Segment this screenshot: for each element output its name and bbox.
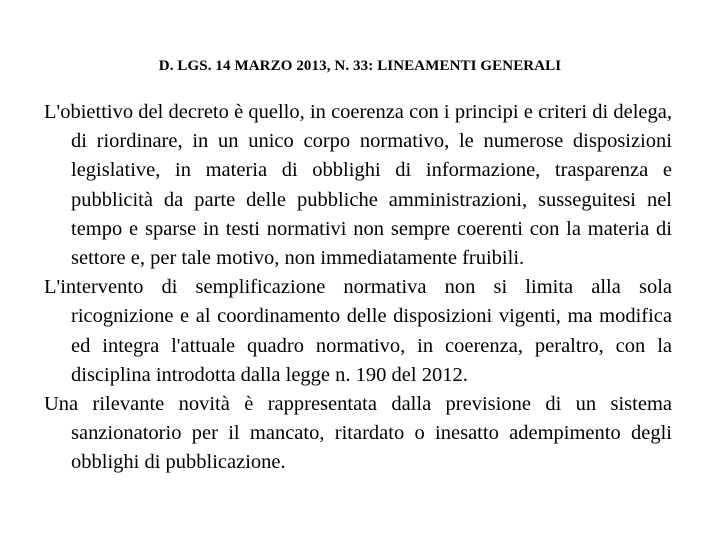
paragraph-objective: L'obiettivo del decreto è quello, in coerenza con i principi e criteri di delega, di riordinare, in un unico corpo normativo, le numerose disposizioni legislative, in materia di obblighi di informazione, trasparenza e pubblicità da parte delle pubbliche amministrazioni, susseguitesi nel tempo e sparse in testi normativi non sempre coerenti con la materia di settore e, per tale motivo, non immediatamente fruibili. xyxy=(44,101,672,270)
slide-title: D. LGS. 14 MARZO 2013, N. 33: LINEAMENTI GENERALI xyxy=(158,58,562,74)
slide-body xyxy=(44,98,672,478)
paragraph-simplification: L'intervento di semplificazione normativa non si limita alla sola ricognizione e al coordinamento delle disposizioni vigenti, ma modifica ed integra l'attuale quadro normativo, in coerenza, peraltro, con la disciplina introdotta dalla legge n. 190 del 2012. xyxy=(44,276,672,386)
paragraph-sanctions: Una rilevante novità è rappresentata dalla previsione di un sistema sanzionatorio per il mancato, ritardato o inesatto adempimento degli obblighi di pubblicazione. xyxy=(44,393,672,474)
